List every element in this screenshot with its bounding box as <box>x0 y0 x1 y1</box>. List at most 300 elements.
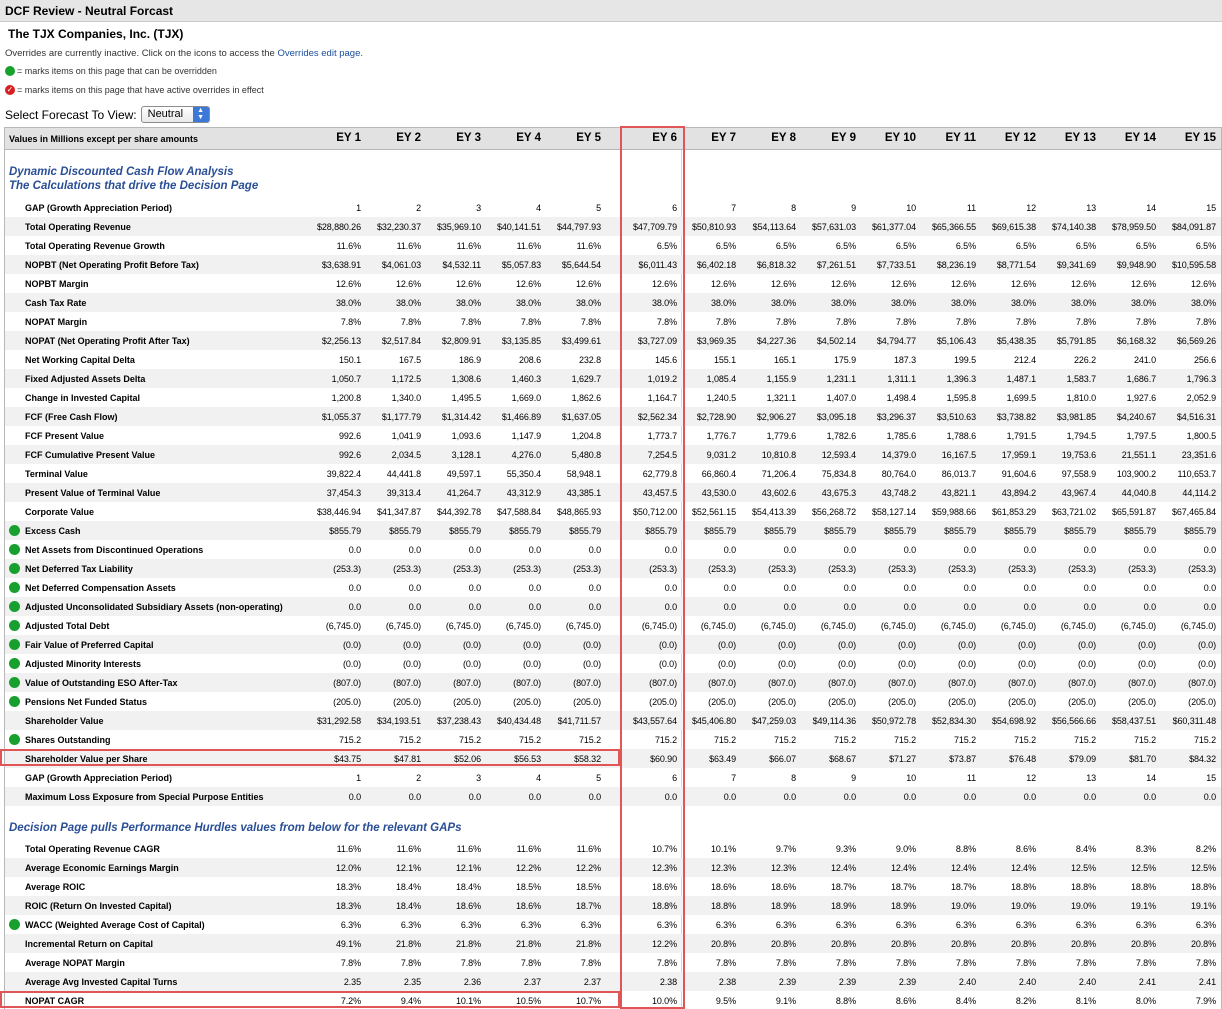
year-header: EY 3 <box>456 132 481 144</box>
table-cell: (807.0) <box>1188 678 1216 688</box>
table-row <box>5 934 1221 953</box>
table-cell: 43,894.2 <box>1001 488 1036 498</box>
table-cell: 7.8% <box>775 958 796 968</box>
table-cell: 103,900.2 <box>1116 469 1156 479</box>
table-cell: 0.0 <box>528 792 541 802</box>
table-cell: 11.6% <box>396 844 421 854</box>
table-cell: 3,128.1 <box>451 450 481 460</box>
table-cell: $3,296.37 <box>876 412 916 422</box>
table-cell: 10 <box>906 773 916 783</box>
table-cell: (807.0) <box>513 678 541 688</box>
table-header <box>5 128 1221 150</box>
table-row <box>5 915 1221 934</box>
table-cell: (0.0) <box>522 659 541 669</box>
table-cell: 12.5% <box>1130 863 1156 873</box>
table-cell: 7.8% <box>580 317 601 327</box>
table-cell: 2.40 <box>958 977 976 987</box>
override-dot-icon[interactable] <box>9 734 20 745</box>
table-row <box>5 445 1221 464</box>
table-cell: (253.3) <box>1008 564 1036 574</box>
table-cell: (0.0) <box>658 640 677 650</box>
table-cell: 0.0 <box>468 545 481 555</box>
override-dot-icon[interactable] <box>9 563 20 574</box>
table-cell: $47.81 <box>394 754 421 764</box>
table-cell: 715.2 <box>518 735 541 745</box>
table-cell: 0.0 <box>963 545 976 555</box>
table-cell: 4 <box>536 773 541 783</box>
table-cell: $7,733.51 <box>876 260 916 270</box>
row-label: Present Value of Terminal Value <box>25 488 161 498</box>
table-cell: $60.90 <box>650 754 677 764</box>
table-cell: (807.0) <box>1068 678 1096 688</box>
table-cell: 1,085.4 <box>706 374 736 384</box>
table-cell: 715.2 <box>1193 735 1216 745</box>
table-cell: (0.0) <box>1197 640 1216 650</box>
table-cell: 6.3% <box>955 920 976 930</box>
table-cell: 18.7% <box>890 882 916 892</box>
table-cell: 8.6% <box>895 996 916 1006</box>
table-cell: 18.8% <box>1070 882 1096 892</box>
override-dot-icon[interactable] <box>9 658 20 669</box>
table-cell: $2,906.27 <box>756 412 796 422</box>
table-cell: 1,782.6 <box>826 431 856 441</box>
table-cell: 3 <box>476 773 481 783</box>
table-cell: $3,969.35 <box>696 336 736 346</box>
table-cell: 8.1% <box>1075 996 1096 1006</box>
legend-red <box>5 85 264 95</box>
table-cell: 44,441.8 <box>386 469 421 479</box>
table-cell: 6.3% <box>775 920 796 930</box>
table-cell: $6,011.43 <box>638 260 677 270</box>
year-header: EY 13 <box>1064 132 1096 144</box>
table-cell: 7.9% <box>1195 996 1216 1006</box>
year-header: EY 10 <box>884 132 916 144</box>
table-cell: (0.0) <box>462 659 481 669</box>
table-cell: 7.8% <box>400 958 421 968</box>
table-cell: (0.0) <box>897 659 916 669</box>
table-cell: 8 <box>791 203 796 213</box>
table-cell: $2,562.34 <box>637 412 677 422</box>
table-cell: 0.0 <box>1023 545 1036 555</box>
table-cell: (807.0) <box>573 678 601 688</box>
table-cell: 7.8% <box>1135 958 1156 968</box>
table-cell: (253.3) <box>828 564 856 574</box>
table-cell: 165.1 <box>773 355 796 365</box>
table-cell: 7.8% <box>656 317 677 327</box>
table-cell: 6.3% <box>1195 920 1216 930</box>
row-label: Total Operating Revenue Growth <box>25 241 165 251</box>
table-row <box>5 877 1221 896</box>
table-cell: (6,745.0) <box>1120 621 1156 631</box>
table-cell: 12.1% <box>395 863 421 873</box>
table-cell: (253.3) <box>1128 564 1156 574</box>
table-cell: $1,637.05 <box>561 412 601 422</box>
table-cell: $40,434.48 <box>496 716 541 726</box>
table-cell: $74,140.38 <box>1051 222 1096 232</box>
table-cell: 0.0 <box>1143 792 1156 802</box>
table-cell: $855.79 <box>449 526 481 536</box>
table-cell: 0.0 <box>723 583 736 593</box>
override-dot-icon[interactable] <box>9 696 20 707</box>
table-cell: 10,810.8 <box>761 450 796 460</box>
window-title: DCF Review - Neutral Forcast <box>0 0 1222 22</box>
table-cell: 1,340.0 <box>391 393 421 403</box>
table-cell: $7,261.51 <box>816 260 856 270</box>
table-cell: 12 <box>1026 203 1036 213</box>
row-label: FCF Cumulative Present Value <box>25 450 156 460</box>
table-cell: (0.0) <box>462 640 481 650</box>
table-cell: 0.0 <box>588 545 601 555</box>
table-cell: 2.35 <box>343 977 361 987</box>
table-cell: 6.3% <box>835 920 856 930</box>
table-cell: (205.0) <box>828 697 856 707</box>
table-row <box>5 521 1221 540</box>
table-cell: 212.4 <box>1013 355 1036 365</box>
table-cell: 43,675.3 <box>821 488 856 498</box>
year-header: EY 15 <box>1184 132 1216 144</box>
row-label: Incremental Return on Capital <box>25 939 154 949</box>
table-cell: 2.39 <box>838 977 856 987</box>
table-row <box>5 483 1221 502</box>
override-dot-icon[interactable] <box>9 677 20 688</box>
table-cell: 21.8% <box>515 939 541 949</box>
override-dot-icon[interactable] <box>9 919 20 930</box>
table-cell: 21,551.1 <box>1121 450 1156 460</box>
table-cell: $49,114.36 <box>812 716 856 726</box>
override-dot-icon[interactable] <box>9 582 20 593</box>
table-row <box>5 540 1221 559</box>
table-cell: 18.9% <box>830 901 856 911</box>
table-cell: $40,141.51 <box>496 222 541 232</box>
forecast-select-value: Neutral <box>147 108 184 120</box>
table-cell: 7.8% <box>1015 317 1036 327</box>
row-label: Net Deferred Compensation Assets <box>25 583 176 593</box>
table-cell: 0.0 <box>408 602 421 612</box>
table-cell: $65,591.87 <box>1111 507 1156 517</box>
table-cell: 8.4% <box>955 996 976 1006</box>
table-cell: 38.0% <box>1130 298 1156 308</box>
table-cell: 66,860.4 <box>701 469 736 479</box>
table-cell: 1,788.6 <box>946 431 976 441</box>
table-row <box>5 839 1221 858</box>
table-cell: 18.7% <box>950 882 976 892</box>
row-label: Terminal Value <box>25 469 88 479</box>
table-cell: 6.5% <box>1195 241 1216 251</box>
table-cell: 0.0 <box>348 602 361 612</box>
table-cell: 12.3% <box>710 863 736 873</box>
year-header: EY 2 <box>396 132 421 144</box>
table-cell: 38.0% <box>515 298 541 308</box>
table-cell: 1,776.7 <box>706 431 736 441</box>
table-cell: 18.5% <box>575 882 601 892</box>
table-cell: (253.3) <box>1188 564 1216 574</box>
row-label: Pensions Net Funded Status <box>25 697 148 707</box>
table-cell: $67,465.84 <box>1171 507 1216 517</box>
table-cell: 187.3 <box>893 355 916 365</box>
table-cell: 0.0 <box>348 545 361 555</box>
table-cell: (6,745.0) <box>445 621 481 631</box>
table-cell: (6,745.0) <box>760 621 796 631</box>
table-cell: 2.37 <box>583 977 601 987</box>
table-cell: $855.79 <box>645 526 677 536</box>
table-cell: (0.0) <box>402 659 421 669</box>
table-cell: 12.6% <box>710 279 736 289</box>
table-cell: 12.4% <box>890 863 916 873</box>
table-cell: 715.2 <box>1013 735 1036 745</box>
table-cell: 0.0 <box>664 545 677 555</box>
table-cell: $3,135.85 <box>501 336 541 346</box>
table-cell: $45,406.80 <box>691 716 736 726</box>
table-cell: 12.4% <box>950 863 976 873</box>
table-cell: $52.06 <box>454 754 481 764</box>
table-cell: (0.0) <box>1017 659 1036 669</box>
table-cell: 0.0 <box>468 792 481 802</box>
table-cell: 13 <box>1086 203 1096 213</box>
row-label: NOPAT Margin <box>25 317 88 327</box>
table-cell: 145.6 <box>654 355 677 365</box>
table-cell: 0.0 <box>783 792 796 802</box>
override-dot-icon[interactable] <box>9 620 20 631</box>
table-cell: 20.8% <box>890 939 916 949</box>
table-cell: (807.0) <box>333 678 361 688</box>
table-cell: 18.6% <box>455 901 481 911</box>
table-cell: 15 <box>1206 773 1216 783</box>
table-cell: 55,350.4 <box>506 469 541 479</box>
row-label: Total Operating Revenue CAGR <box>25 844 160 854</box>
table-cell: 1,019.2 <box>647 374 677 384</box>
table-row <box>5 616 1221 635</box>
table-cell: (253.3) <box>948 564 976 574</box>
forecast-select-label: Select Forecast To View: <box>5 107 137 122</box>
table-cell: 1,308.6 <box>451 374 481 384</box>
table-cell: $855.79 <box>1124 526 1156 536</box>
table-cell: (0.0) <box>1077 640 1096 650</box>
table-cell: 8.6% <box>1015 844 1036 854</box>
table-cell: 6.5% <box>1015 241 1036 251</box>
table-cell: 0.0 <box>1203 602 1216 612</box>
table-cell: 12.1% <box>455 863 481 873</box>
table-cell: $2,517.84 <box>381 336 421 346</box>
table-cell: 0.0 <box>468 602 481 612</box>
table-cell: (0.0) <box>402 640 421 650</box>
table-cell: 6.3% <box>460 920 481 930</box>
table-cell: 8.0% <box>1135 996 1156 1006</box>
table-cell: $855.79 <box>764 526 796 536</box>
row-label: Average ROIC <box>25 882 86 892</box>
table-cell: 0.0 <box>1143 602 1156 612</box>
table-cell: 7.8% <box>400 317 421 327</box>
table-cell: 11.6% <box>516 241 541 251</box>
table-cell: (807.0) <box>768 678 796 688</box>
table-cell: 208.6 <box>518 355 541 365</box>
table-cell: $1,466.89 <box>501 412 541 422</box>
table-cell: (253.3) <box>393 564 421 574</box>
table-row <box>5 293 1221 312</box>
table-cell: 6.3% <box>1135 920 1156 930</box>
table-cell: 12.6% <box>1130 279 1156 289</box>
table-cell: (6,745.0) <box>1000 621 1036 631</box>
table-cell: 0.0 <box>408 545 421 555</box>
row-label: Adjusted Total Debt <box>25 621 110 631</box>
table-cell: (0.0) <box>1017 640 1036 650</box>
table-cell: 12.6% <box>770 279 796 289</box>
table-cell: 12.6% <box>1190 279 1216 289</box>
table-cell: $63.49 <box>709 754 736 764</box>
table-row <box>5 407 1221 426</box>
table-cell: (0.0) <box>1077 659 1096 669</box>
row-label: NOPAT (Net Operating Profit After Tax) <box>25 336 190 346</box>
table-cell: $2,256.13 <box>321 336 361 346</box>
table-cell: 7.8% <box>656 958 677 968</box>
table-cell: 12.2% <box>575 863 601 873</box>
table-cell: (6,745.0) <box>880 621 916 631</box>
table-cell: 715.2 <box>578 735 601 745</box>
table-cell: 0.0 <box>1143 583 1156 593</box>
table-cell: 12.6% <box>335 279 361 289</box>
table-cell: 2.36 <box>463 977 481 987</box>
table-cell: 38.0% <box>651 298 677 308</box>
table-row <box>5 274 1221 293</box>
dcf-table <box>4 127 1222 1009</box>
table-cell: $8,236.19 <box>936 260 976 270</box>
table-cell: $855.79 <box>389 526 421 536</box>
table-cell: $56,268.72 <box>811 507 856 517</box>
table-cell: 7 <box>731 203 736 213</box>
table-cell: 44,114.2 <box>1182 488 1216 498</box>
table-cell: 12.6% <box>890 279 916 289</box>
table-cell: 9.1% <box>775 996 796 1006</box>
table-cell: 20.8% <box>1070 939 1096 949</box>
forecast-select[interactable] <box>141 106 210 123</box>
table-cell: 12.5% <box>1070 863 1096 873</box>
table-cell: 167.5 <box>398 355 421 365</box>
table-row <box>5 896 1221 915</box>
table-cell: $3,727.09 <box>637 336 677 346</box>
table-cell: 2.38 <box>659 977 677 987</box>
table-cell: 43,967.4 <box>1061 488 1096 498</box>
table-cell: $32,230.37 <box>376 222 421 232</box>
table-cell: 11.6% <box>336 844 361 854</box>
table-cell: 18.3% <box>335 882 361 892</box>
table-row <box>5 730 1221 749</box>
table-cell: 75,834.8 <box>821 469 856 479</box>
legend-red-text: = marks items on this page that have active overrides in effect <box>17 85 264 95</box>
table-row <box>5 749 1221 768</box>
table-row <box>5 787 1221 806</box>
table-cell: 0.0 <box>528 545 541 555</box>
table-cell: 38.0% <box>575 298 601 308</box>
table-cell: 0.0 <box>1203 545 1216 555</box>
table-cell: 19.1% <box>1190 901 1216 911</box>
table-cell: $34,193.51 <box>376 716 421 726</box>
table-cell: $3,981.85 <box>1056 412 1096 422</box>
table-cell: 21.8% <box>575 939 601 949</box>
table-cell: 10.5% <box>515 996 541 1006</box>
table-cell: 12.6% <box>455 279 481 289</box>
table-cell: 1,810.0 <box>1066 393 1096 403</box>
table-cell: $47,259.03 <box>751 716 796 726</box>
table-cell: 715.2 <box>773 735 796 745</box>
table-cell: 8.8% <box>955 844 976 854</box>
override-dot-icon[interactable] <box>9 525 20 536</box>
table-cell: 10.1% <box>710 844 736 854</box>
table-cell: 6.5% <box>775 241 796 251</box>
table-cell: 7.8% <box>1195 958 1216 968</box>
table-cell: 2 <box>416 773 421 783</box>
table-cell: (6,745.0) <box>820 621 856 631</box>
table-cell: (253.3) <box>888 564 916 574</box>
table-cell: 11.6% <box>576 844 601 854</box>
table-cell: $9,948.90 <box>1116 260 1156 270</box>
table-cell: 12.6% <box>1070 279 1096 289</box>
table-cell: (253.3) <box>1068 564 1096 574</box>
table-cell: 1,629.7 <box>571 374 601 384</box>
table-cell: 715.2 <box>893 735 916 745</box>
table-cell: 715.2 <box>713 735 736 745</box>
table-cell: 1,487.1 <box>1006 374 1036 384</box>
table-cell: 18.9% <box>890 901 916 911</box>
row-label: ROIC (Return On Invested Capital) <box>25 901 172 911</box>
table-cell: (0.0) <box>342 659 361 669</box>
table-cell: 12.6% <box>515 279 541 289</box>
table-cell: $855.79 <box>509 526 541 536</box>
table-cell: 19.0% <box>1070 901 1096 911</box>
table-cell: 20.8% <box>1130 939 1156 949</box>
table-cell: 0.0 <box>783 583 796 593</box>
table-cell: $1,314.42 <box>441 412 481 422</box>
table-cell: 0.0 <box>408 583 421 593</box>
table-row <box>5 768 1221 787</box>
table-cell: 992.6 <box>338 450 361 460</box>
override-dot-icon[interactable] <box>9 544 20 555</box>
table-cell: $44,392.78 <box>436 507 481 517</box>
table-cell: 20.8% <box>950 939 976 949</box>
table-cell: 241.0 <box>1133 355 1156 365</box>
table-cell: 20.8% <box>710 939 736 949</box>
table-cell: 0.0 <box>963 602 976 612</box>
table-cell: 715.2 <box>398 735 421 745</box>
table-cell: $3,638.91 <box>321 260 361 270</box>
table-cell: $2,728.90 <box>696 412 736 422</box>
table-cell: (6,745.0) <box>565 621 601 631</box>
table-cell: $52,834.30 <box>931 716 976 726</box>
year-header: EY 4 <box>516 132 541 144</box>
override-dot-icon[interactable] <box>9 601 20 612</box>
table-cell: 11.6% <box>336 241 361 251</box>
table-cell: 8.2% <box>1195 844 1216 854</box>
row-label: FCF (Free Cash Flow) <box>25 412 118 422</box>
table-cell: 12.0% <box>335 863 361 873</box>
table-cell: $6,569.26 <box>1176 336 1216 346</box>
table-cell: (253.3) <box>708 564 736 574</box>
table-cell: 9.4% <box>400 996 421 1006</box>
override-dot-icon[interactable] <box>9 639 20 650</box>
table-cell: (205.0) <box>1068 697 1096 707</box>
table-cell: 91,604.6 <box>1001 469 1036 479</box>
table-cell: 0.0 <box>843 583 856 593</box>
table-cell: 71,206.4 <box>761 469 796 479</box>
table-cell: 6.5% <box>1135 241 1156 251</box>
table-cell: (807.0) <box>1008 678 1036 688</box>
table-cell: 9 <box>851 773 856 783</box>
table-cell: 232.8 <box>578 355 601 365</box>
overrides-edit-link[interactable]: Overrides edit page. <box>277 48 363 59</box>
table-cell: 0.0 <box>963 792 976 802</box>
row-label: Net Assets from Discontinued Operations <box>25 545 204 555</box>
table-cell: 12.6% <box>651 279 677 289</box>
table-cell: 7.8% <box>1135 317 1156 327</box>
table-cell: $47,709.79 <box>632 222 677 232</box>
